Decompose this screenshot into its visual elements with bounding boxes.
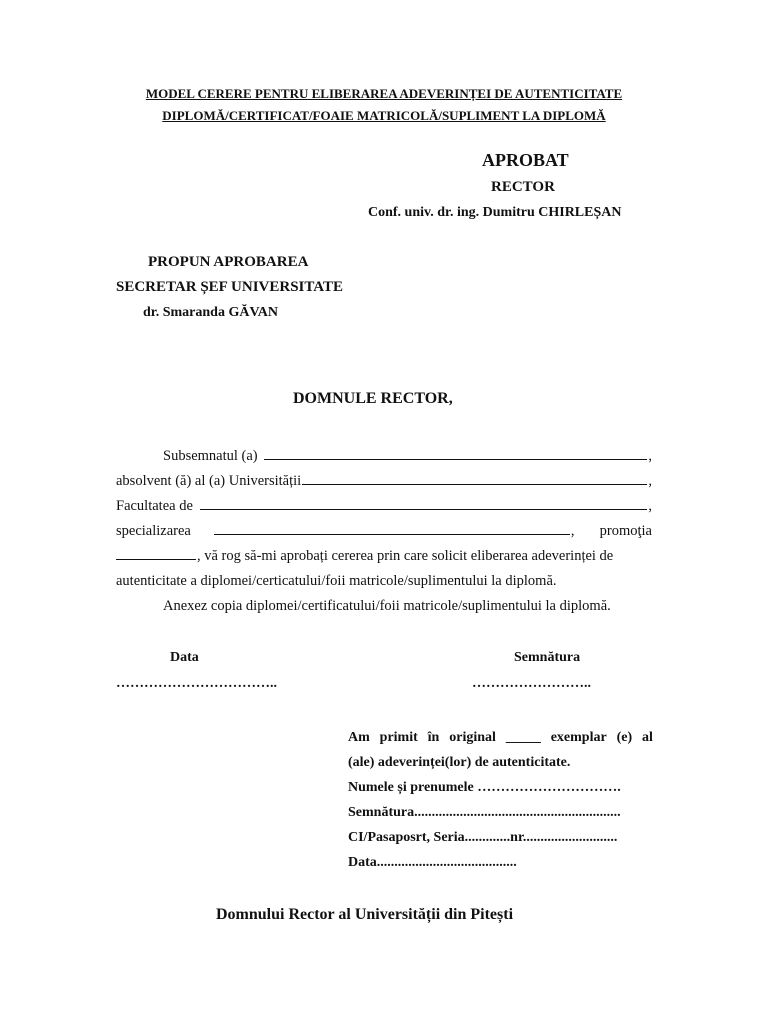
- approval-title: APROBAT: [482, 150, 569, 170]
- receipt-word: Am: [348, 730, 370, 745]
- request-text-1: , vă rog să-mi aprobați cererea prin care solicit eliberarea adeverinței de: [197, 548, 614, 564]
- subsemnatul-line: [163, 448, 652, 465]
- salutation: DOMNULE RECTOR,: [293, 390, 453, 407]
- promotia-label: promoţia: [599, 523, 652, 539]
- form-title-line-2: DIPLOMĂ/CERTIFICAT/FOAIE MATRICOLĂ/SUPLIMENT LA DIPLOMĂ: [162, 108, 606, 123]
- request-line-1: [116, 548, 652, 565]
- footer-addressee: Domnului Rector al Universității din Pitești: [216, 906, 514, 923]
- receipt-line-2: (ale) adeverinței(lor) de autenticitate.: [348, 755, 571, 770]
- copies-blank[interactable]: _____: [505, 730, 541, 745]
- receipt-word: primit: [379, 730, 418, 745]
- approval-role: RECTOR: [491, 179, 555, 195]
- comma: ,: [570, 523, 575, 539]
- comma: ,: [648, 498, 652, 514]
- annex-line: [163, 598, 652, 615]
- receipt-word: exemplar: [550, 730, 607, 745]
- comma: ,: [648, 448, 652, 464]
- subsemnatul-label: Subsemnatul (a): [163, 448, 258, 464]
- receipt-id-field[interactable]: CI/Pasaposrt, Seria.............nr...........................: [348, 830, 618, 845]
- absolvent-label: absolvent (ă) al (a) Universității: [116, 473, 302, 489]
- receipt-signature-field[interactable]: Semnătura...........................................................: [348, 805, 621, 820]
- form-title-line-1: MODEL CERERE PENTRU ELIBERAREA ADEVERINȚEI DE AUTENTICITATE: [145, 86, 623, 101]
- receipt-line-1: [348, 725, 653, 750]
- receipt-word: (e): [616, 730, 633, 745]
- facultatea-line: [116, 498, 652, 515]
- proposal-name: dr. Smaranda GĂVAN: [143, 305, 278, 320]
- specializarea-line: [116, 523, 652, 540]
- approval-name: Conf. univ. dr. ing. Dumitru CHIRLEȘAN: [368, 205, 622, 220]
- date-dots[interactable]: ……………………………..: [116, 676, 277, 691]
- signature-dots[interactable]: ……………………..: [472, 676, 591, 691]
- request-text-2: autenticitate a diplomei/certicatului/foii matricole/suplimentului la diplomă.: [116, 573, 557, 589]
- university-blank[interactable]: [302, 484, 647, 485]
- faculty-blank[interactable]: [200, 509, 647, 510]
- date-label: Data: [170, 650, 199, 665]
- specialization-blank[interactable]: [214, 534, 570, 535]
- promotion-year-blank[interactable]: [116, 559, 196, 560]
- receipt-block: [348, 725, 653, 875]
- receipt-word: original: [449, 730, 496, 745]
- receipt-name-field[interactable]: Numele și prenumele ………………………….: [348, 780, 621, 795]
- proposal-title: PROPUN APROBAREA: [148, 254, 309, 270]
- receipt-word: al: [642, 730, 653, 745]
- specializarea-label: specializarea: [116, 523, 191, 539]
- request-line-2: [116, 573, 652, 590]
- name-blank[interactable]: [264, 459, 648, 460]
- absolvent-line: [116, 473, 652, 490]
- signature-label: Semnătura: [514, 650, 581, 665]
- receipt-word: în: [427, 730, 440, 745]
- annex-text: Anexez copia diplomei/certificatului/foii matricole/suplimentului la diplomă.: [163, 598, 611, 614]
- facultatea-label: Facultatea de: [116, 498, 193, 514]
- comma: ,: [648, 473, 652, 489]
- receipt-date-field[interactable]: Data........................................: [348, 855, 517, 870]
- proposal-role: SECRETAR ȘEF UNIVERSITATE: [116, 279, 343, 295]
